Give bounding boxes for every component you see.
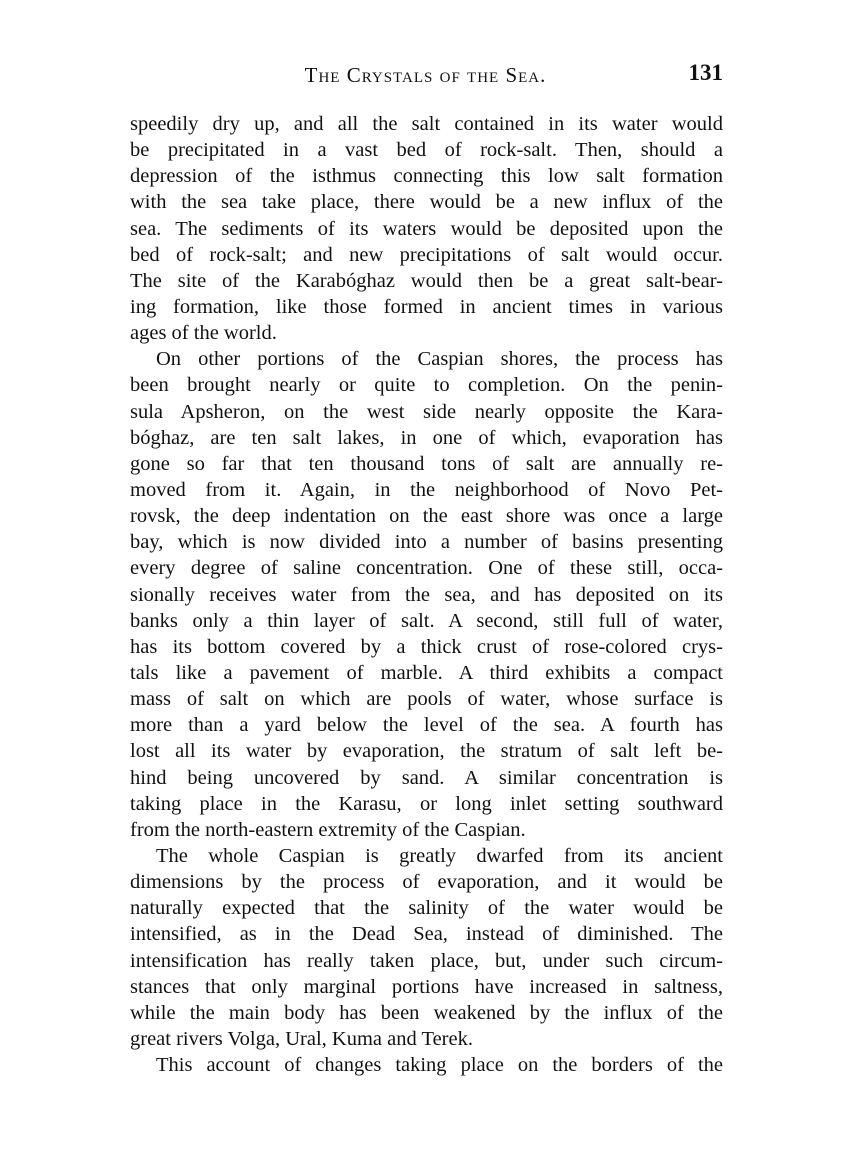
- running-title: The Crystals of the Sea.: [304, 63, 547, 87]
- text-line: speedily dry up, and all the salt contained in its water would: [130, 113, 723, 135]
- text-line: naturally expected that the salinity of the water would be: [130, 897, 723, 920]
- text-line: dimensions by the process of evaporation, and it would be: [130, 871, 723, 894]
- text-line: while the main body has been weakened by the influx of the: [130, 1001, 723, 1024]
- text-line: On other portions of the Caspian shores, the process has: [156, 348, 723, 371]
- text-line: mass of salt on which are pools of water, whose surface is: [130, 688, 723, 711]
- text-line: The site of the Karabóghaz would then be a great salt-bear-: [130, 269, 723, 292]
- text-line: tals like a pavement of marble. A third exhibits a compact: [130, 661, 723, 684]
- text-line: bay, which is now divided into a number of basins presenting: [130, 531, 723, 554]
- text-line: great rivers Volga, Ural, Kuma and Terek.: [130, 1027, 473, 1050]
- text-line: taking place in the Karasu, or long inlet setting southward: [130, 792, 723, 815]
- text-line: be precipitated in a vast bed of rock-salt. Then, should a: [130, 139, 723, 162]
- text-line: gone so far that ten thousand tons of salt are annually re-: [130, 452, 723, 475]
- text-line: has its bottom covered by a thick crust of rose-colored crys-: [130, 635, 723, 658]
- text-line: bóghaz, are ten salt lakes, in one of which, evaporation has: [130, 426, 723, 449]
- text-line: depression of the isthmus connecting this low salt formation: [130, 165, 723, 188]
- text-line: rovsk, the deep indentation on the east shore was once a large: [130, 505, 723, 528]
- text-line: moved from it. Again, in the neighborhood of Novo Pet-: [130, 478, 723, 501]
- text-line: sea. The sediments of its waters would be deposited upon the: [130, 217, 723, 240]
- text-line: intensified, as in the Dead Sea, instead of diminished. The: [130, 923, 723, 946]
- text-line: from the north-eastern extremity of the Caspian.: [130, 818, 526, 841]
- page-number: 131: [688, 60, 723, 85]
- running-head: [128, 60, 723, 94]
- text-line: stances that only marginal portions have increased in saltness,: [130, 975, 723, 998]
- text-line: This account of changes taking place on the borders of the: [156, 1054, 723, 1077]
- text-line: every degree of saline concentration. One of these still, occa-: [130, 557, 723, 580]
- text-line: ages of the world.: [130, 322, 277, 345]
- text-line: lost all its water by evaporation, the stratum of salt left be-: [130, 740, 723, 763]
- text-line: sionally receives water from the sea, and has deposited on its: [130, 583, 723, 606]
- body-text: [130, 111, 723, 1078]
- text-line: with the sea take place, there would be a new influx of the: [130, 191, 723, 214]
- text-line: more than a yard below the level of the sea. A fourth has: [130, 714, 723, 737]
- text-line: hind being uncovered by sand. A similar concentration is: [130, 766, 723, 789]
- text-line: been brought nearly or quite to completion. On the penin-: [130, 374, 723, 397]
- text-line: ing formation, like those formed in ancient times in various: [130, 295, 723, 318]
- text-line: bed of rock-salt; and new precipitations of salt would occur.: [130, 243, 723, 266]
- text-line: intensification has really taken place, but, under such circum-: [130, 949, 723, 972]
- text-line: sula Apsheron, on the west side nearly opposite the Kara-: [130, 400, 723, 423]
- text-line: banks only a thin layer of salt. A second, still full of water,: [130, 609, 723, 632]
- text-line: The whole Caspian is greatly dwarfed from its ancient: [156, 844, 723, 867]
